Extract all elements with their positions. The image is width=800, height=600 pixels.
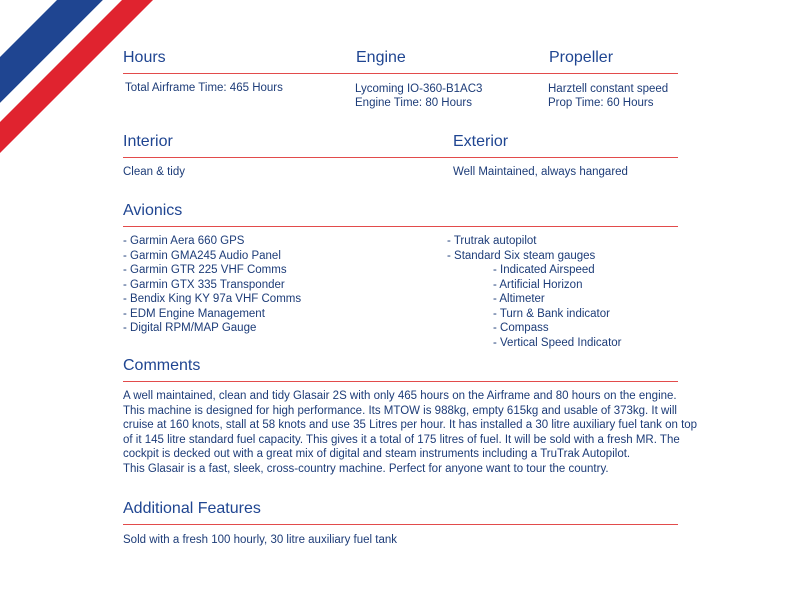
engine-heading: Engine — [356, 49, 406, 66]
list-item: - Garmin Aera 660 GPS — [123, 235, 245, 247]
interior-heading: Interior — [123, 133, 173, 150]
list-item: - Compass — [493, 322, 549, 334]
list-item: - Altimeter — [493, 293, 545, 305]
list-item: - Trutrak autopilot — [447, 235, 537, 247]
list-item: - Vertical Speed Indicator — [493, 336, 622, 349]
propeller-heading: Propeller — [549, 49, 614, 66]
list-item: - Garmin GMA245 Audio Panel — [123, 249, 281, 262]
comment-line: A well maintained, clean and tidy Glasair 2S with only 465 hours on the Airframe and 80 hours on the engine. — [123, 390, 677, 402]
exterior-text: Well Maintained, always hangared — [453, 166, 628, 178]
comment-line: of it 145 litre standard fuel capacity. This gives it a total of 175 litres of fuel. It will be sold with a fresh MR. The — [123, 433, 680, 446]
comments-paragraph — [123, 389, 698, 476]
additional-features-divider — [123, 524, 678, 525]
propeller-model-text: Harztell constant speed — [548, 83, 669, 95]
hours-heading: Hours — [123, 49, 166, 66]
list-item: - Garmin GTX 335 Transponder — [123, 278, 285, 291]
propeller-time-text: Prop Time: 60 Hours — [548, 97, 654, 109]
list-item: - Artificial Horizon — [493, 278, 583, 291]
steam-gauges-list — [493, 263, 622, 350]
exterior-heading: Exterior — [453, 133, 509, 150]
airframe-time-text: Total Airframe Time: 465 Hours — [125, 82, 283, 94]
engine-time-text: Engine Time: 80 Hours — [355, 97, 472, 109]
comments-heading: Comments — [123, 357, 201, 374]
interior-divider — [123, 157, 678, 158]
comments-divider — [123, 381, 678, 382]
interior-text: Clean & tidy — [123, 166, 186, 178]
additional-features-text: Sold with a fresh 100 hourly, 30 litre auxiliary fuel tank — [123, 534, 398, 546]
comment-line: This machine is designed for high performance. Its MTOW is 988kg, empty 615kg and usable of 373kg. It will — [123, 404, 677, 417]
engine-model-text: Lycoming IO-360-B1AC3 — [355, 83, 483, 95]
comment-line: cruise at 160 knots, stall at 58 knots and use 35 Litres per hour. It has installed a 30 litre auxiliary fuel tank on top — [123, 419, 698, 431]
avionics-right-list — [447, 234, 595, 263]
avionics-divider — [123, 226, 678, 227]
avionics-heading: Avionics — [123, 202, 183, 219]
comment-line: This Glasair is a fast, sleek, cross-country machine. Perfect for anyone want to tour the country. — [123, 462, 609, 475]
list-item: - Turn & Bank indicator — [493, 307, 610, 320]
list-item: - Standard Six steam gauges — [447, 249, 596, 262]
list-item: - Indicated Airspeed — [493, 264, 595, 276]
comment-line: cockpit is decked out with a great mix of digital and steam instruments including a TruTrak Autopilot. — [123, 448, 631, 460]
list-item: - Digital RPM/MAP Gauge — [123, 322, 257, 334]
hours-divider — [123, 73, 678, 74]
avionics-left-list — [123, 234, 301, 336]
list-item: - Garmin GTR 225 VHF Comms — [123, 264, 287, 276]
additional-features-heading: Additional Features — [123, 500, 261, 517]
list-item: - Bendix King KY 97a VHF Comms — [123, 293, 302, 305]
list-item: - EDM Engine Management — [123, 307, 265, 320]
